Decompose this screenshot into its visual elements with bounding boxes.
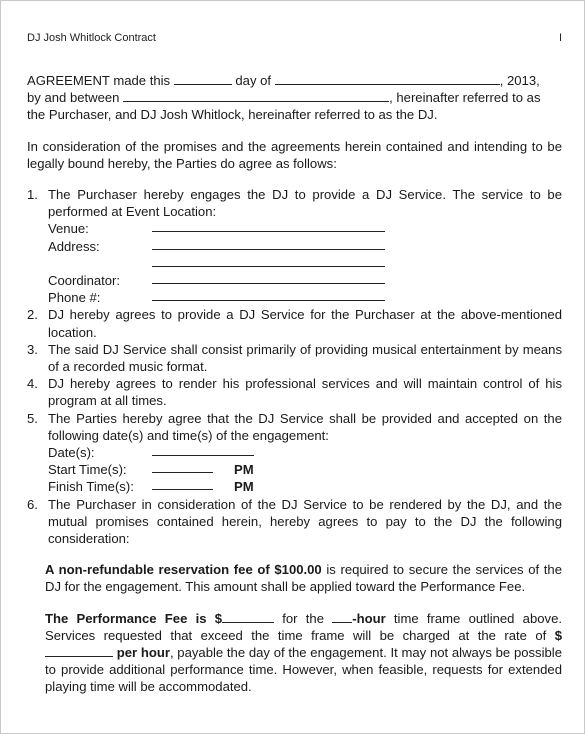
clause-text: The said DJ Service shall consist primarily of providing musical entertainment by means of a recorded music format.	[48, 341, 562, 374]
clause-number: 6.	[27, 496, 38, 512]
venue-blank[interactable]	[152, 231, 385, 232]
dates-blank[interactable]	[152, 455, 254, 456]
month-blank[interactable]	[275, 72, 500, 85]
address-blank-2[interactable]	[152, 266, 385, 267]
performance-fee-label: The Performance Fee is $	[45, 610, 223, 626]
phone-row	[48, 289, 562, 306]
venue-label: Venue:	[48, 221, 89, 237]
clause-number: 3.	[27, 341, 38, 357]
performance-time-frame: time frame outlined above. Services requested that exceed the time frame will be charged at the rate of	[45, 610, 562, 643]
phone-label: Phone #:	[48, 290, 101, 306]
clause-text: The Purchaser in consideration of the DJ Service to be rendered by the DJ, and the mutual promises contained herein, hereby agrees to pay to the DJ the following consideration:	[48, 496, 562, 546]
address-blank-1[interactable]	[152, 249, 385, 250]
agreement-made-this: AGREEMENT made this	[27, 73, 171, 88]
hour-bold: -hour	[352, 610, 386, 626]
start-pm: PM	[234, 462, 254, 478]
finish-pm: PM	[234, 479, 254, 495]
performance-for-the: for the	[274, 610, 333, 626]
contract-body	[27, 72, 562, 696]
clause-3	[27, 341, 562, 375]
address-row-2	[48, 255, 562, 272]
phone-blank[interactable]	[152, 300, 385, 301]
clause-text: The Purchaser hereby engages the DJ to provide a DJ Service. The service to be performed at Event Location:	[48, 187, 562, 220]
clause-number: 2.	[27, 307, 38, 323]
start-time-blank[interactable]	[152, 472, 213, 473]
page-number: I	[558, 32, 562, 44]
consideration-paragraph: In consideration of the promises and the agreements herein contained and intending to be legally bound hereby, the Parties do agree as follows:	[27, 138, 562, 171]
dates-label: Date(s):	[48, 444, 95, 460]
finish-time-label: Finish Time(s):	[48, 479, 134, 495]
clause-text: The Parties hereby agree that the DJ Service shall be provided and accepted on the following date(s) and time(s) of the engagement:	[48, 410, 562, 443]
coordinator-label: Coordinator:	[48, 272, 121, 288]
hourly-rate-blank[interactable]	[45, 644, 113, 657]
coordinator-row	[48, 272, 562, 289]
start-time-label: Start Time(s):	[48, 462, 127, 478]
purchaser-name-blank[interactable]	[123, 89, 389, 102]
clause-number: 1.	[27, 187, 38, 203]
address-label: Address:	[48, 238, 100, 254]
clause-text: DJ hereby agrees to provide a DJ Service for the Purchaser at the above-mentioned location.	[48, 307, 562, 340]
dollar-sign: $	[554, 627, 562, 643]
reservation-fee-paragraph	[27, 561, 562, 595]
start-time-row	[48, 461, 562, 478]
agreement-paragraph	[27, 72, 562, 124]
per-hour-bold: per hour	[113, 644, 170, 660]
clause-2	[27, 306, 562, 340]
hours-blank[interactable]	[332, 610, 352, 623]
address-row	[48, 238, 562, 255]
clause-4	[27, 375, 562, 409]
dates-row	[48, 444, 562, 461]
coordinator-blank[interactable]	[152, 283, 385, 284]
document-title: DJ Josh Whitlock Contract	[27, 32, 156, 44]
clause-text: DJ hereby agrees to render his professional services and will maintain control of his program at all times.	[48, 376, 562, 409]
clause-6	[27, 496, 562, 548]
agreement-year: , 2013,	[499, 73, 540, 88]
performance-rest: , payable the day of the engagement. It may not always be possible to provide additional performance time. However, when feasible, requests for extended playing time will be accommodated.	[45, 644, 562, 695]
clause-number: 5.	[27, 410, 38, 426]
agreement-day-of: day of	[235, 73, 272, 88]
reservation-fee-bold: A non-refundable reservation fee of $100.00	[45, 562, 322, 578]
clause-1	[27, 186, 562, 306]
finish-time-row	[48, 478, 562, 495]
agreement-hereinafter: , hereinafter referred to as	[389, 90, 541, 106]
reservation-fee-text: is required to secure the services of the DJ for the engagement. This amount shall be applied toward the Performance Fee.	[45, 562, 562, 595]
agreement-by-between: by and between	[27, 90, 120, 106]
venue-row	[48, 220, 562, 237]
finish-time-blank[interactable]	[152, 489, 213, 490]
clause-number: 4.	[27, 376, 38, 392]
performance-fee-paragraph	[27, 610, 562, 696]
agreement-line3: the Purchaser, and DJ Josh Whitlock, hereinafter referred to as the DJ.	[27, 107, 438, 123]
performance-fee-blank[interactable]	[222, 610, 274, 623]
day-blank[interactable]	[174, 72, 232, 85]
clause-5	[27, 410, 562, 496]
